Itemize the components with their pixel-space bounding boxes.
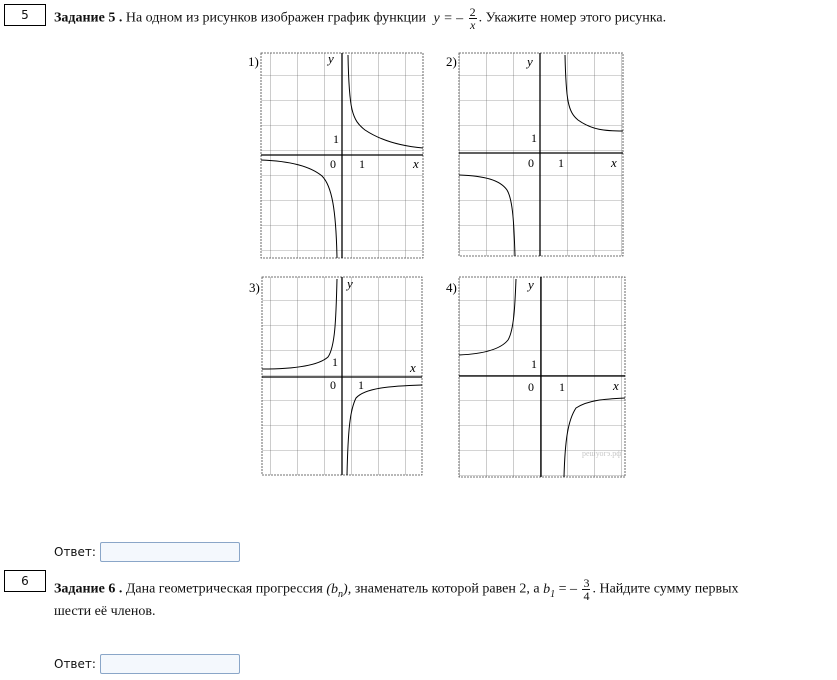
watermark: решуогэ.рф — [582, 449, 622, 458]
b1-letter: b — [543, 581, 551, 597]
task5-text-after: . Укажите номер этого рисунка. — [478, 10, 667, 26]
task6-text-a: Дана геометрическая прогрессия — [125, 581, 323, 597]
graph-1-label: 1) — [248, 54, 259, 69]
graph-1-one-y: 1 — [333, 132, 339, 146]
fraction-denominator: x — [469, 18, 476, 32]
graph-3-y-label: y — [347, 276, 353, 291]
graph-4-x-label: x — [613, 378, 619, 393]
graph-3-zero: 0 — [330, 378, 336, 392]
graph-2-one-y: 1 — [531, 131, 537, 145]
answer-label-5: Ответ: — [54, 545, 96, 559]
graph-4-grid — [459, 277, 625, 477]
task6-eq: = – — [558, 581, 577, 597]
task6-seq — [326, 581, 352, 600]
task6-line2: шести её членов. — [54, 604, 156, 619]
graph-3-one-x: 1 — [358, 378, 364, 392]
task6-statement — [54, 577, 824, 604]
graph-4-zero: 0 — [528, 380, 534, 394]
graph-1-one-x: 1 — [359, 157, 365, 171]
task-number-box: 5 — [4, 4, 46, 26]
graph-2-one-x: 1 — [558, 156, 564, 170]
task5-title: Задание 5 . — [54, 10, 123, 26]
graph-2-x-label: x — [611, 155, 617, 170]
graph-3-one-y: 1 — [332, 355, 338, 369]
graph-4-one-x: 1 — [559, 380, 565, 394]
graph-3-x-label: x — [410, 360, 416, 375]
graph-2-zero: 0 — [528, 156, 534, 170]
graph-1-zero: 0 — [330, 157, 336, 171]
graph-3-label: 3) — [249, 280, 260, 295]
graph-2-label: 2) — [446, 54, 457, 69]
answer-input-5[interactable] — [100, 542, 240, 562]
fraction-denominator: 4 — [583, 589, 590, 603]
task-number-box: 6 — [4, 570, 46, 592]
seq-close: ), — [343, 581, 352, 597]
graph-1-x-label: x — [413, 156, 419, 171]
fraction-numerator: 3 — [583, 576, 590, 590]
graph-1[interactable] — [248, 51, 423, 258]
task6-fraction — [582, 577, 590, 602]
task6-text-b: знаменатель которой равен 2, а — [354, 581, 540, 597]
graph-4-one-y: 1 — [531, 357, 537, 371]
task5-text-before: На одном из рисунков изображен график функции — [125, 10, 426, 26]
graph-2[interactable] — [446, 53, 623, 256]
graph-1-y-label: y — [328, 51, 334, 66]
task6-text-c: . Найдите сумму первых — [592, 581, 739, 597]
graph-4[interactable] — [446, 277, 625, 477]
answer-label-6: Ответ: — [54, 657, 96, 671]
graph-2-grid — [459, 53, 623, 256]
answer-input-6[interactable] — [100, 654, 240, 674]
graph-4-y-label: y — [528, 277, 534, 292]
fraction-numerator: 2 — [469, 5, 476, 19]
seq-open: (b — [326, 581, 339, 597]
graph-2-y-label: y — [527, 54, 533, 69]
graph-3[interactable] — [249, 276, 422, 475]
b1-sub: 1 — [550, 588, 556, 600]
task6-b1 — [543, 581, 556, 600]
graph-4-label: 4) — [446, 280, 457, 295]
seq-sub: n — [338, 588, 344, 600]
task5-formula-lhs: y = – — [433, 10, 464, 26]
task6-title: Задание 6 . — [54, 581, 123, 597]
